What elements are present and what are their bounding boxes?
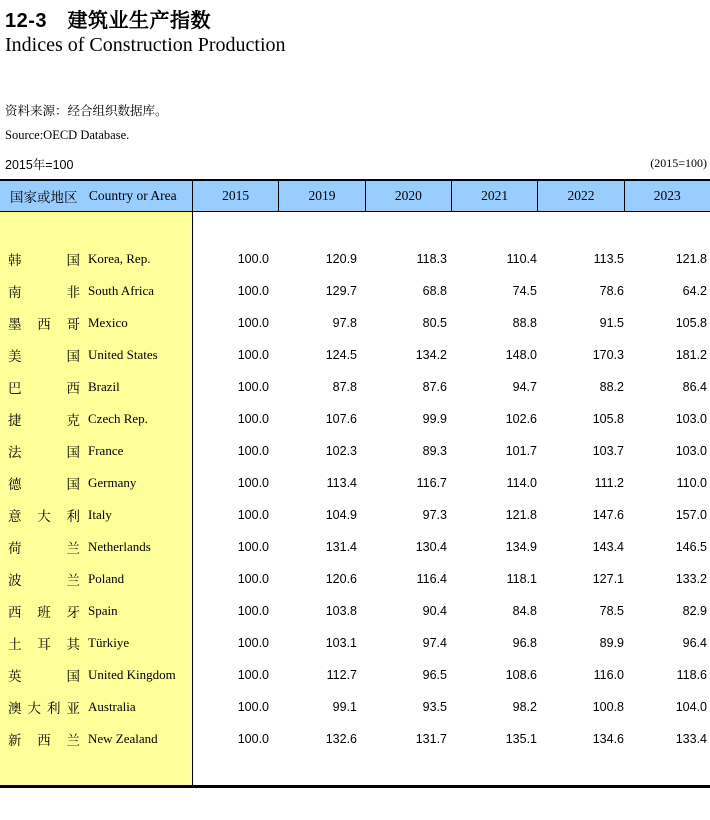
table-header-row <box>0 179 710 212</box>
row-value-cells <box>193 467 710 499</box>
value-cell: 130.4 <box>415 540 447 554</box>
value-cell: 90.4 <box>422 604 447 618</box>
indices-table <box>0 179 710 788</box>
value-cell: 100.0 <box>237 348 269 362</box>
country-name-cn <box>8 307 80 339</box>
value-cell: 143.4 <box>592 540 624 554</box>
value-cell: 147.6 <box>592 508 624 522</box>
table-row <box>0 307 710 339</box>
value-cell: 100.0 <box>237 508 269 522</box>
value-cell: 127.1 <box>592 572 624 586</box>
value-cell: 100.0 <box>237 444 269 458</box>
country-name-cn-char: 国 <box>66 669 80 684</box>
table-row <box>0 243 710 275</box>
country-name-en: Spain <box>88 603 118 618</box>
country-name-cn-char: 亚 <box>66 701 80 716</box>
row-value-cells <box>193 595 710 627</box>
country-name-cn-char: 德 <box>8 477 22 492</box>
year-column-header: 2023 <box>653 188 681 203</box>
country-name-cn <box>8 499 80 531</box>
value-cell: 107.6 <box>325 412 357 426</box>
country-name-cn <box>8 467 80 499</box>
country-name-cn-char: 兰 <box>66 541 80 556</box>
country-name-en: Italy <box>88 507 112 522</box>
value-cell: 134.9 <box>505 540 537 554</box>
country-name-cn-char: 哥 <box>66 317 80 332</box>
country-name-cn-char: 其 <box>66 637 80 652</box>
table-row <box>0 627 710 659</box>
value-cell: 102.6 <box>505 412 537 426</box>
value-cell: 98.2 <box>512 700 537 714</box>
country-name-cn <box>8 435 80 467</box>
country-name-en: Australia <box>88 699 136 714</box>
page-subtitle-en: Indices of Construction Production <box>5 34 286 56</box>
value-cell: 100.0 <box>237 636 269 650</box>
year-column-header: 2020 <box>366 181 452 211</box>
table-row <box>0 723 710 755</box>
country-name-cn-char: 捷 <box>8 413 22 428</box>
value-cell: 132.6 <box>325 732 357 746</box>
table-row <box>0 563 710 595</box>
row-value-cells <box>193 627 710 659</box>
value-cell: 112.7 <box>326 668 357 682</box>
country-name-cn-char: 西 <box>8 605 22 620</box>
year-column-header: 2015 <box>193 181 279 211</box>
year-column-header: 2019 <box>279 181 365 211</box>
value-cell: 131.7 <box>415 732 447 746</box>
row-value-cells <box>193 563 710 595</box>
country-name-cn-char: 牙 <box>66 605 80 620</box>
base-year-note-left: 2015年=100 <box>5 158 74 172</box>
value-cell: 80.5 <box>422 316 447 330</box>
table-body <box>0 212 710 788</box>
country-name-cn-char: 韩 <box>8 253 22 268</box>
country-name-cn-char: 西 <box>66 381 80 396</box>
country-name-cn <box>8 371 80 403</box>
country-name-cn <box>8 531 80 563</box>
country-name-en: Poland <box>88 571 125 586</box>
value-cell: 134.2 <box>415 348 447 362</box>
row-value-cells <box>193 435 710 467</box>
source-note-cn: 资料来源：经合组织数据库。 <box>5 104 168 118</box>
country-name-cn-char: 国 <box>66 253 80 268</box>
value-cell: 103.8 <box>325 604 357 618</box>
value-cell: 120.9 <box>325 252 357 266</box>
table-row <box>0 659 710 691</box>
value-cell: 103.1 <box>325 636 357 650</box>
country-name-cn <box>8 275 80 307</box>
country-name-cn-char: 西 <box>37 317 51 332</box>
country-name-cn <box>8 563 80 595</box>
row-value-cells <box>193 275 710 307</box>
value-cell: 111.2 <box>594 476 624 490</box>
value-cell: 100.0 <box>237 668 269 682</box>
country-name-en: United States <box>88 347 158 362</box>
value-cell: 64.2 <box>682 284 707 298</box>
country-name-en: New Zealand <box>88 731 158 746</box>
country-name-cn-char: 国 <box>66 445 80 460</box>
value-cell: 88.8 <box>512 316 537 330</box>
row-value-cells <box>193 371 710 403</box>
table-row <box>0 435 710 467</box>
table-row <box>0 371 710 403</box>
country-name-cn-char: 澳 <box>8 701 22 716</box>
value-cell: 100.8 <box>592 700 624 714</box>
value-cell: 96.5 <box>422 668 447 682</box>
value-cell: 100.0 <box>237 380 269 394</box>
country-name-cn-char: 班 <box>37 605 51 620</box>
value-cell: 100.0 <box>237 252 269 266</box>
country-name-cn-char: 大 <box>27 701 41 716</box>
value-cell: 87.8 <box>332 380 357 394</box>
value-cell: 68.8 <box>422 284 447 298</box>
source-note-en: Source:OECD Database. <box>5 128 130 142</box>
value-cell: 78.5 <box>599 604 624 618</box>
country-name-en: France <box>88 443 124 458</box>
value-cell: 100.0 <box>237 540 269 554</box>
value-cell: 100.0 <box>237 604 269 618</box>
year-column-header: 2022 <box>538 181 624 211</box>
country-name-cn-char: 利 <box>66 509 80 524</box>
value-cell: 84.8 <box>512 604 537 618</box>
value-cell: 157.0 <box>675 508 707 522</box>
value-cell: 170.3 <box>592 348 624 362</box>
value-cell: 121.8 <box>505 508 537 522</box>
country-name-cn-char: 意 <box>8 509 22 524</box>
country-name-cn-char: 利 <box>47 701 61 716</box>
stub-header-label-cn: 国家或地区 <box>10 190 78 205</box>
country-name-cn <box>8 659 80 691</box>
row-value-cells <box>193 659 710 691</box>
value-cell: 100.0 <box>237 732 269 746</box>
row-value-cells <box>193 691 710 723</box>
value-cell: 113.5 <box>593 252 624 266</box>
country-name-cn-char: 新 <box>8 733 22 748</box>
value-cell: 96.4 <box>682 636 707 650</box>
value-cell: 100.0 <box>237 476 269 490</box>
value-cell: 134.6 <box>592 732 624 746</box>
value-cell: 181.2 <box>675 348 707 362</box>
value-cell: 118.1 <box>506 572 537 586</box>
base-year-note-right: (2015=100) <box>650 156 707 170</box>
value-cell: 121.8 <box>675 252 707 266</box>
country-name-cn-char: 美 <box>8 349 22 364</box>
value-cell: 103.0 <box>675 412 707 426</box>
page-title: 12-3 建筑业生产指数 <box>5 10 212 32</box>
country-name-cn <box>8 691 80 723</box>
value-cell: 120.6 <box>325 572 357 586</box>
country-name-cn-char: 大 <box>37 509 51 524</box>
value-cell: 74.5 <box>512 284 537 298</box>
country-name-cn-char: 巴 <box>8 381 22 396</box>
table-row <box>0 595 710 627</box>
value-cell: 100.0 <box>237 316 269 330</box>
country-name-cn <box>8 243 80 275</box>
value-cell: 97.3 <box>422 508 447 522</box>
country-name-en: Korea, Rep. <box>88 251 151 266</box>
value-cell: 114.0 <box>506 476 537 490</box>
country-name-cn-char: 非 <box>66 285 80 300</box>
country-name-cn-char: 国 <box>66 349 80 364</box>
value-cell: 133.2 <box>675 572 707 586</box>
value-cell: 82.9 <box>682 604 707 618</box>
country-name-cn-char: 土 <box>8 637 22 652</box>
value-cell: 108.6 <box>505 668 537 682</box>
value-cell: 110.0 <box>676 476 707 490</box>
country-name-cn-char: 波 <box>8 573 22 588</box>
value-cell: 104.9 <box>325 508 357 522</box>
country-name-cn-char: 英 <box>8 669 22 684</box>
row-value-cells <box>193 499 710 531</box>
country-name-cn-char: 耳 <box>37 637 51 652</box>
value-cell: 105.8 <box>675 316 707 330</box>
table-header-stub <box>0 181 193 211</box>
country-name-cn <box>8 627 80 659</box>
value-cell: 99.1 <box>332 700 357 714</box>
value-cell: 99.9 <box>422 412 447 426</box>
country-name-en: Germany <box>88 475 137 490</box>
row-value-cells <box>193 723 710 755</box>
stub-header-label-en: Country or Area <box>88 188 177 203</box>
country-name-cn <box>8 339 80 371</box>
value-cell: 97.4 <box>422 636 447 650</box>
value-cell: 88.2 <box>599 380 624 394</box>
value-cell: 87.6 <box>422 380 447 394</box>
value-cell: 110.4 <box>506 252 537 266</box>
value-cell: 116.0 <box>593 668 624 682</box>
country-name-cn-char: 兰 <box>66 573 80 588</box>
country-name-cn-char: 国 <box>66 477 80 492</box>
country-name-cn-char: 西 <box>37 733 51 748</box>
value-cell: 135.1 <box>505 732 537 746</box>
value-cell: 116.7 <box>416 476 447 490</box>
value-cell: 105.8 <box>592 412 624 426</box>
value-cell: 131.4 <box>325 540 357 554</box>
value-cell: 101.7 <box>505 444 537 458</box>
value-cell: 148.0 <box>505 348 537 362</box>
country-name-en: Brazil <box>88 379 120 394</box>
value-cell: 103.0 <box>675 444 707 458</box>
row-value-cells <box>193 307 710 339</box>
value-cell: 100.0 <box>237 284 269 298</box>
value-cell: 93.5 <box>422 700 447 714</box>
country-name-en: South Africa <box>88 283 155 298</box>
year-column-header: 2021 <box>452 181 538 211</box>
country-name-en: Türkiye <box>88 635 130 650</box>
country-name-cn-char: 兰 <box>66 733 80 748</box>
row-value-cells <box>193 531 710 563</box>
value-cell: 124.5 <box>325 348 357 362</box>
value-cell: 118.3 <box>416 252 447 266</box>
row-value-cells <box>193 403 710 435</box>
country-name-en: United Kingdom <box>88 667 176 682</box>
value-cell: 78.6 <box>599 284 624 298</box>
value-cell: 133.4 <box>675 732 707 746</box>
row-value-cells <box>193 339 710 371</box>
country-name-cn-char: 墨 <box>8 317 22 332</box>
country-name-cn <box>8 723 80 755</box>
country-name-cn-char: 法 <box>8 445 22 460</box>
table-row <box>0 339 710 371</box>
value-cell: 104.0 <box>675 700 707 714</box>
table-row <box>0 691 710 723</box>
value-cell: 102.3 <box>325 444 357 458</box>
country-name-en: Czech Rep. <box>88 411 148 426</box>
table-row <box>0 403 710 435</box>
value-cell: 118.6 <box>676 668 707 682</box>
country-name-en: Mexico <box>88 315 128 330</box>
value-cell: 129.7 <box>325 284 357 298</box>
value-cell: 94.7 <box>512 380 537 394</box>
table-row <box>0 499 710 531</box>
country-name-en: Netherlands <box>88 539 151 554</box>
value-cell: 89.9 <box>599 636 624 650</box>
value-cell: 100.0 <box>237 700 269 714</box>
table-row <box>0 531 710 563</box>
value-cell: 100.0 <box>237 412 269 426</box>
value-cell: 100.0 <box>237 572 269 586</box>
table-row <box>0 275 710 307</box>
country-name-cn-char: 南 <box>8 285 22 300</box>
table-rows-container <box>0 243 710 755</box>
country-name-cn <box>8 403 80 435</box>
value-cell: 86.4 <box>682 380 707 394</box>
value-cell: 146.5 <box>675 540 707 554</box>
country-name-cn-char: 克 <box>66 413 80 428</box>
country-name-cn <box>8 595 80 627</box>
country-name-cn-char: 荷 <box>8 541 22 556</box>
value-cell: 116.4 <box>416 572 447 586</box>
value-cell: 97.8 <box>332 316 357 330</box>
value-cell: 103.7 <box>592 444 624 458</box>
table-row <box>0 467 710 499</box>
value-cell: 113.4 <box>326 476 357 490</box>
value-cell: 89.3 <box>422 444 447 458</box>
row-value-cells <box>193 243 710 275</box>
value-cell: 91.5 <box>599 316 624 330</box>
value-cell: 96.8 <box>512 636 537 650</box>
